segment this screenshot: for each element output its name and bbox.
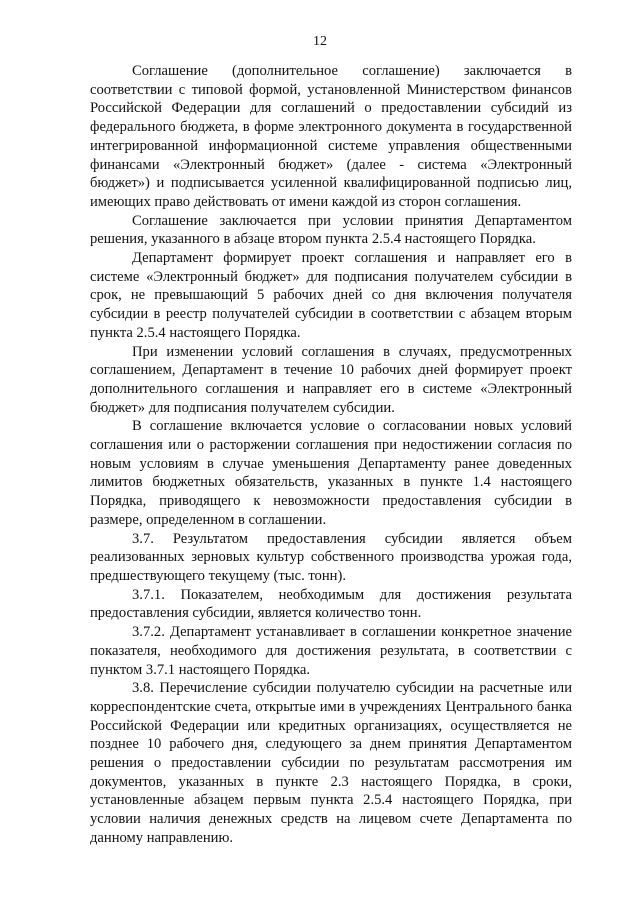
page-number: 12 — [313, 34, 327, 49]
paragraph-3-7-1-indicator: 3.7.1. Показателем, необходимым для достижения результата предоставления субсидии, является количество тонн. — [90, 586, 572, 622]
paragraph-supplementary-agreement: При изменении условий соглашения в случаях, предусмотренных соглашением, Департамент в течение 10 рабочих дней формирует проект дополнительного соглашения и направляет его в системе «Электронный бюджет» для подписания получателем субсидии. — [90, 343, 572, 416]
paragraph-3-7-result: 3.7. Результатом предоставления субсидии является объем реализованных зерновых культур собственного производства урожая года, предшествующего текущему (тыс. тонн). — [90, 530, 572, 584]
paragraph-3-7-2-value: 3.7.2. Департамент устанавливает в соглашении конкретное значение показателя, необходимого для достижения результата, в соответствии с пунктом 3.7.1 настоящего Порядка. — [90, 624, 572, 678]
paragraph-new-conditions: В соглашение включается условие о согласовании новых условий соглашения или о расторжении соглашения при недостижении согласия по новым условиям в случае уменьшения Департаменту ранее доведенных лимитов бюджетных обязательств, указанных в пункте 1.4 настоящего Порядка, приводящего к невозможности предоставления субсидии в размере, определенном в соглашении. — [90, 418, 572, 528]
paragraph-3-8-transfer: 3.8. Перечисление субсидии получателю субсидии на расчетные или корреспондентские счета, открытые ими в учреждениях Центрального банка Российской Федерации или кредитных организациях, осуществляется не позднее 10 рабочего дня, следующего за днем принятия Департаментом решения о предоставлении субсидии по результатам рассмотрения им документов, указанных в пункте 2.3 настоящего Порядка, в сроки, установленные абзацем первым пункта 2.5.4 настоящего Порядка, при условии наличия денежных средств на лицевом счете Департамента по данному направлению. — [90, 680, 572, 846]
paragraph-agreement-form: Соглашение (дополнительное соглашение) заключается в соответствии с типовой формой, установленной Министерством финансов Российской Федерации для соглашений о предоставлении субсидий из федерального бюджета, в форме электронного документа в государственной интегрированной информационной системе управления общественными финансами «Электронный бюджет» (далее - система «Электронный бюджет») и подписывается усиленной квалифицированной подписью лиц, имеющих право действовать от имени каждой из сторон соглашения. — [90, 63, 572, 210]
paragraph-draft-agreement: Департамент формирует проект соглашения и направляет его в системе «Электронный бюджет» для подписания получателем субсидии в срок, не превышающий 5 рабочих дней со дня включения получателя субсидии в реестр получателей субсидии в соответствии с абзацем вторым пункта 2.5.4 настоящего Порядка. — [90, 250, 572, 341]
paragraph-agreement-condition: Соглашение заключается при условии принятия Департаментом решения, указанного в абзаце втором пункта 2.5.4 настоящего Порядка. — [90, 212, 572, 248]
document-body — [90, 62, 572, 848]
